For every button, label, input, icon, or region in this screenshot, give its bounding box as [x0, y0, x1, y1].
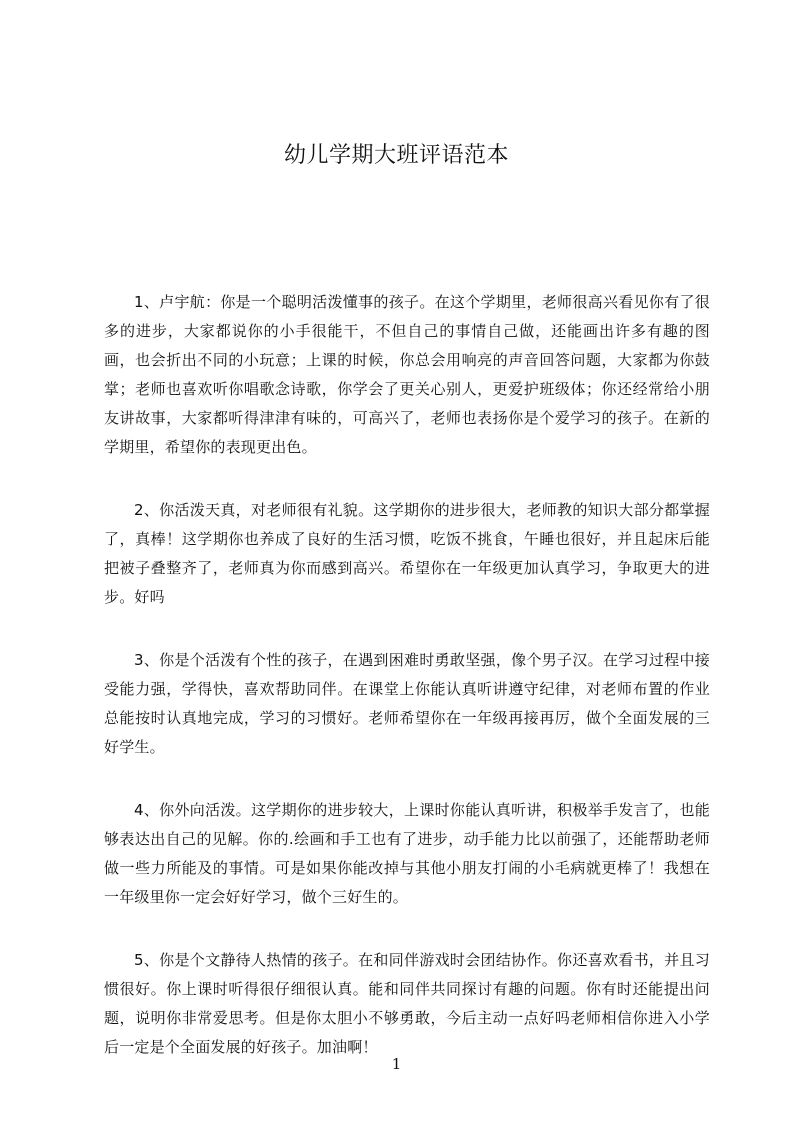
- page-number: 1: [391, 1055, 402, 1073]
- comment-paragraph-5: 5、你是个文静待人热情的孩子。在和同伴游戏时会团结协作。你还喜欢看书，并且习惯很好。你上课时听得很仔细很认真。能和同伴共同探讨有趣的问题。你有时还能提出问题，说明你非常爱思考。但是你太胆小不够勇敢，今后主动一点好吗老师相信你进入小学后一定是个全面发展的好孩子。加油啊！: [104, 951, 710, 1056]
- document-body: [104, 288, 710, 1096]
- page-title: 幼儿学期大班评语范本: [283, 143, 509, 168]
- comment-paragraph-1: 1、卢宇航：你是一个聪明活泼懂事的孩子。在这个学期里，老师很高兴看见你有了很多的进步，大家都说你的小手很能干，不但自己的事情自己做，还能画出许多有趣的图画，也会折出不同的小玩意；上课的时候，你总会用响亮的声音回答问题，大家都为你鼓掌；老师也喜欢听你唱歌念诗歌，你学会了更关心别人，更爱护班级体；你还经常给小朋友讲故事，大家都听得津津有味的，可高兴了，老师也表扬你是个爱学习的孩子。在新的学期里，希望你的表现更出色。: [104, 293, 710, 456]
- comment-paragraph-3: 3、你是个活泼有个性的孩子，在遇到困难时勇敢坚强，像个男子汉。在学习过程中接受能力强，学得快，喜欢帮助同伴。在课堂上你能认真听讲遵守纪律，对老师布置的作业总能按时认真地完成，学习的习惯好。老师希望你在一年级再接再厉，做个全面发展的三好学生。: [104, 651, 710, 756]
- comment-paragraph-2: 2、你活泼天真，对老师很有礼貌。这学期你的进步很大，老师教的知识大部分都掌握了，真棒！这学期你也养成了良好的生活习惯，吃饭不挑食，午睡也很好，并且起床后能把被子叠整齐了，老师真为你而感到高兴。希望你在一年级更加认真学习，争取更大的进步。好吗: [104, 501, 710, 606]
- comment-paragraph-4: 4、你外向活泼。这学期你的进步较大，上课时你能认真听讲，积极举手发言了，也能够表达出自己的见解。你的.绘画和手工也有了进步，动手能力比以前强了，还能帮助老师做一些力所能及的事情。可是如果你能改掉与其他小朋友打闹的小毛病就更棒了！我想在一年级里你一定会好好学习，做个三好生的。: [104, 801, 710, 906]
